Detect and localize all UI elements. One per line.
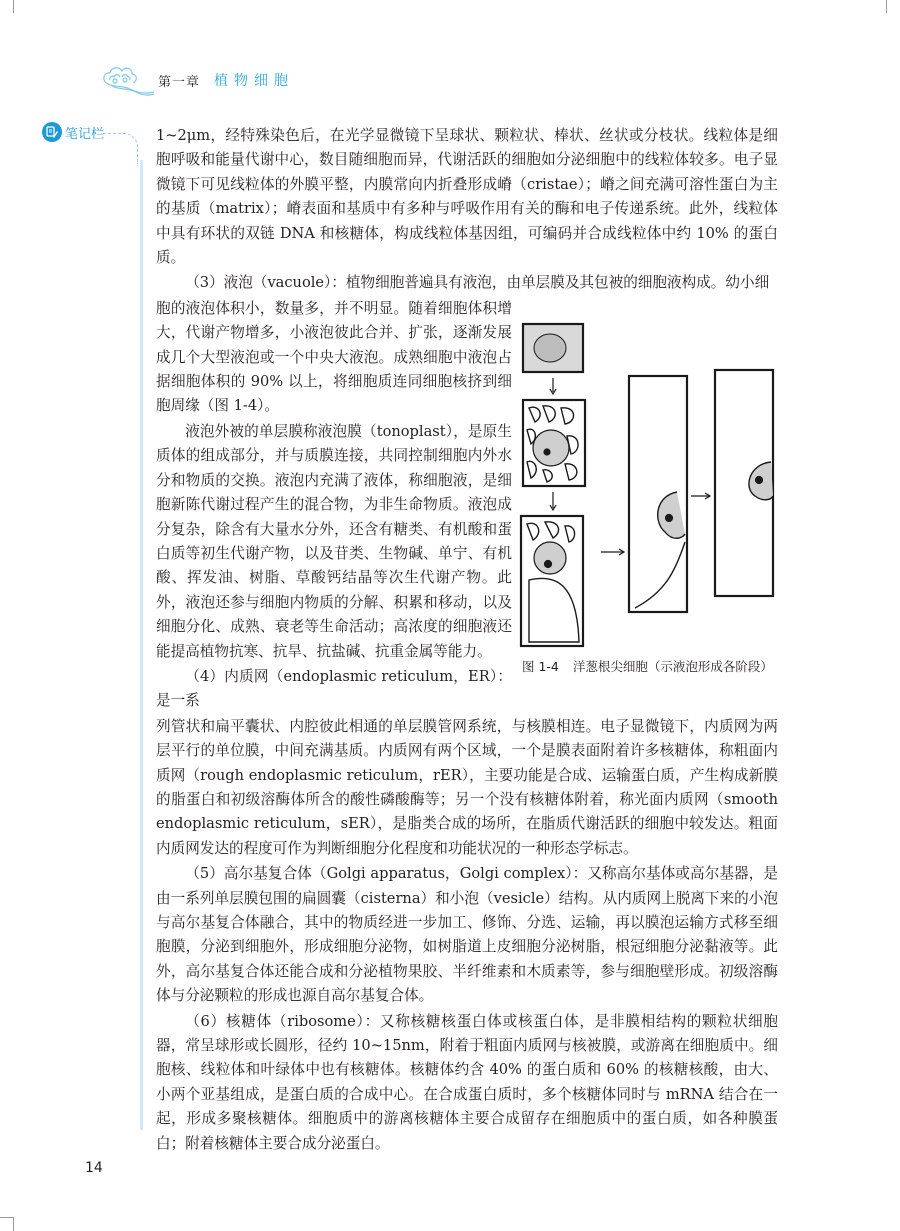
notes-column-label: [42, 122, 104, 142]
crop-mark-top-right: [886, 0, 900, 13]
paragraph-mitochondria: 1~2μm，经特殊染色后，在光学显微镜下呈球状、颗粒状、棒状、丝状或分枝状。线粒体是细胞呼吸和能量代谢中心，数目随细胞而异，代谢活跃的细胞如分泌细胞中的线粒体较多。电子显微镜下可见线粒体的外膜平整，内膜常向内折叠形成嵴（cristae）；嵴之间充满可溶性蛋白为主的基质（matrix）；嵴表面和基质中有多种与呼吸作用有关的酶和电子传递系统。此外，线粒体中具有环状的双链 DNA 和核糖体，构成线粒体基因组，可编码并合成线粒体中约 10% 的蛋白质。: [156, 127, 778, 267]
notes-connector-line: [103, 133, 138, 164]
chapter-number: 第一章: [158, 74, 201, 90]
notepad-pen-icon: [42, 122, 62, 142]
paragraph-tonoplast: 液泡外被的单层膜称液泡膜（tonoplast），是原生质体的组成部分，并与质膜连接，共同控制细胞内外水分和物质的交换。液泡内充满了液体，称细胞液，是细胞新陈代谢过程产生的混合物，为非生命物质。液泡成分复杂，除含有大量水分外，还含有糖类、有机酸和蛋白质等初生代谢产物，以及苷类、生物碱、单宁、有机酸、挥发油、树脂、草酸钙结晶等次生代谢产物。此外，液泡还参与细胞内物质的分解、积累和移动，以及细胞分化、成熟、衰老等生命活动；高浓度的细胞液还能提高植物抗寒、抗旱、抗盐碱、抗重金属等能力。: [156, 422, 512, 660]
paragraph-er: 列管状和扁平囊状、内腔彼此相通的单层膜管网系统，与核膜相连。电子显微镜下，内质网为两层平行的单位膜，中间充满基质。内质网有两个区域，一个是膜表面附着许多核糖体，称粗面内质网（rough endoplasmic reticulum，rER），主要功能是合成、运输蛋白质，产生构成新膜的脂蛋白和初级溶酶体所含的酸性磷酸酶等；另一个没有核糖体附着，称光面内质网（smooth endoplasmic reticulum，sER），是脂类合成的场所，在脂质代谢活跃的细胞中较发达。粗面内质网发达的程度可作为判断细胞分化程度和功能状况的一种形态学标志。: [156, 717, 778, 857]
figure-caption-text: 洋葱根尖细胞（示液泡形成各阶段）: [572, 659, 773, 674]
notes-label: 笔记栏: [65, 126, 105, 142]
cloud-ornament-icon: [100, 61, 156, 99]
chapter-title: 植物细胞: [214, 73, 295, 89]
figure-number: 图 1-4: [522, 659, 559, 674]
figure-caption: [522, 657, 773, 675]
paragraph-er-heading: （4）内质网（endoplasmic reticulum，ER）：是一系: [156, 667, 512, 710]
onion-root-tip-cells-figure: [505, 312, 805, 672]
paragraph-ribosome: （6）核糖体（ribosome）：又称核糖核蛋白体或核蛋白体，是非膜相结构的颗粒状细胞器，常呈球形或长圆形，径约 10~15nm，附着于粗面内质网与核被膜，或游离在细胞质中。细胞核、线粒体和叶绿体中也有核糖体。核糖体约含 40% 的蛋白质和 60% 的核糖核酸，由大、小两个亚基组成，是蛋白质的合成中心。在合成蛋白质时，多个核糖体同时与 mRNA 结合在一起，形成多聚核糖体。细胞质中的游离核糖体主要合成留存在细胞质中的蛋白质，如各种膜蛋白；附着核糖体主要合成分泌蛋白。: [156, 1012, 778, 1152]
paragraph-vacuole-growth: 胞的液泡体积小，数量多，并不明显。随着细胞体积增大，代谢产物增多，小液泡彼此合并、扩张，逐渐发展成几个大型液泡或一个中央大液泡。成熟细胞中液泡占据细胞体积的 90% 以上，将细胞质连同细胞核挤到细胞周缘（图 1-4）。: [156, 299, 512, 415]
paragraph-vacuole-intro: （3）液泡（vacuole）：植物细胞普遍具有液泡，由单层膜及其包被的细胞液构成。幼小细: [185, 274, 770, 292]
running-header: [100, 60, 294, 100]
crop-mark-bottom-left: [0, 1217, 14, 1231]
crop-mark-top-left: [0, 0, 14, 13]
notes-column-rule: [140, 160, 143, 1130]
paragraph-golgi: （5）高尔基复合体（Golgi apparatus，Golgi complex）：又称高尔基体或高尔基器，是由一系列单层膜包围的扁圆囊（cisterna）和小泡（vesicle）结构。从内质网上脱离下来的小泡与高尔基复合体融合，其中的物质经进一步加工、修饰、分选、运输，再以膜泡运输方式移至细胞膜，分泌到细胞外，形成细胞分泌物，如树脂道上皮细胞分泌树脂，根冠细胞分泌黏液等。此外，高尔基复合体还能合成和分泌植物果胶、半纤维素和木质素等，参与细胞壁形成。初级溶酶体与分泌颗粒的形成也源自高尔基复合体。: [156, 865, 778, 1005]
page-number: 14: [85, 1160, 103, 1176]
